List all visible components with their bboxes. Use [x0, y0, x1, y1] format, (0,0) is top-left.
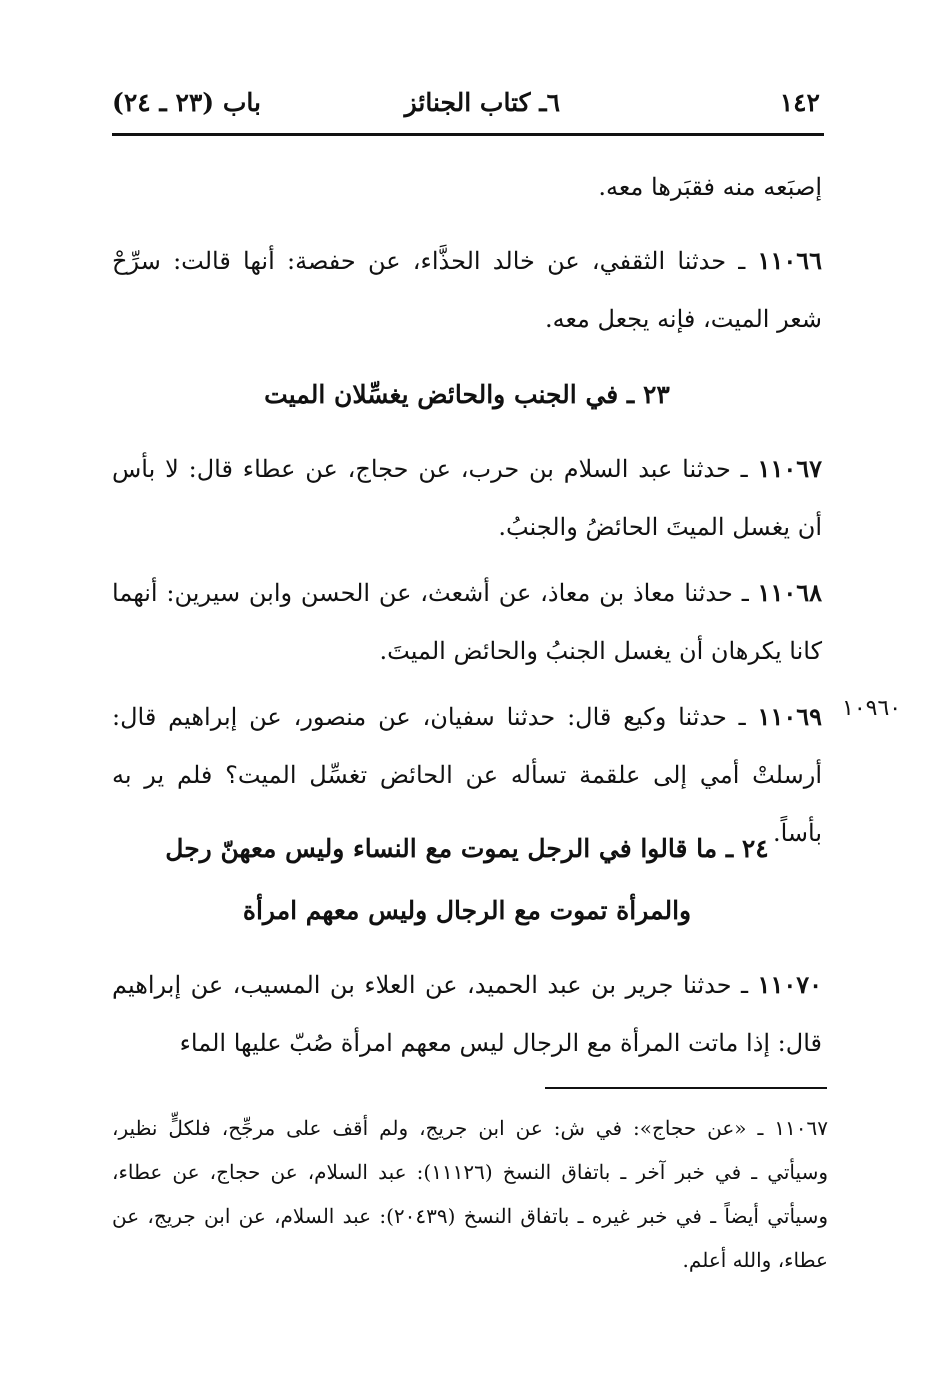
hadith-number: ١١٠٦٧ [757, 454, 822, 483]
chapter-heading-23: ٢٣ ـ في الجنب والحائض يغسِّلان الميت [264, 380, 670, 409]
footnote: ١١٠٦٧ ـ «عن حجاج»: في ش: عن ابن جريج، ولم أقف على مرجِّح، فلكلٍّ نظير، وسيأتي ـ في خبر آخر ـ باتفاق النسخ (١١١٢٦): عبد السلام، عن حجاج، عن عطاء، وسيأتي أيضاً ـ في خبر غيره ـ باتفاق النسخ (٢٠٤٣٩): عبد السلام، عن ابن جريج، عن عطاء، والله أعلم. [112, 1116, 828, 1272]
hadith-number: ١١٠٦٦ [757, 246, 822, 275]
hadith-11070 [112, 956, 822, 1072]
paragraph-continuation [112, 158, 822, 216]
hadith-number: ١١٠٧٠ [757, 970, 822, 999]
page-header [112, 88, 822, 132]
chapter-heading-24-line1: ٢٤ ـ ما قالوا في الرجل يموت مع النساء وليس معهنّ رجل [165, 834, 769, 863]
hadith-text: ـ حدثنا معاذ بن معاذ، عن أشعث، عن الحسن وابن سيرين: أنهما كانا يكرهان أن يغسل الجنبُ والحائض الميتَ. [112, 579, 822, 665]
footnote-separator [545, 1087, 827, 1089]
hadith-11068 [112, 564, 822, 680]
page-number: ١٤٢ [779, 88, 820, 117]
book-title: ٦ـ كتاب الجنائز [404, 88, 560, 117]
hadith-number: ١١٠٦٩ [757, 702, 822, 731]
paragraph-text: إصبَعه منه فقبَرها معه. [598, 173, 822, 201]
hadith-text: ـ حدثنا الثقفي، عن خالد الحذَّاء، عن حفصة: أنها قالت: سرِّحْ شعر الميت، فإنه يجعل معه. [112, 247, 822, 333]
hadith-text: ـ حدثنا وكيع قال: حدثنا سفيان، عن منصور، عن إبراهيم قال: أرسلتْ أمي إلى علقمة تسأله عن الحائض تغسِّل الميت؟ فلم ير به بأساً. [112, 703, 822, 847]
chapter-heading-24-line2: والمرأة تموت مع الرجال وليس معهم امرأة [242, 896, 692, 925]
header-rule [112, 133, 824, 136]
hadith-number: ١١٠٦٨ [757, 578, 822, 607]
chapter-range: باب (٢٣ ـ ٢٤) [112, 88, 261, 117]
hadith-text: ـ حدثنا عبد السلام بن حرب، عن حجاج، عن عطاء قال: لا بأس أن يغسل الميتَ الحائضُ والجنبُ. [112, 455, 822, 541]
hadith-text: ـ حدثنا جرير بن عبد الحميد، عن العلاء بن المسيب، عن إبراهيم قال: إذا ماتت المرأة مع الرجال ليس معهم امرأة صُبّ عليها الماء [112, 971, 822, 1057]
hadith-11066 [112, 232, 822, 348]
hadith-11067 [112, 440, 822, 556]
margin-cross-reference: ١٠٩٦٠ [842, 696, 902, 721]
